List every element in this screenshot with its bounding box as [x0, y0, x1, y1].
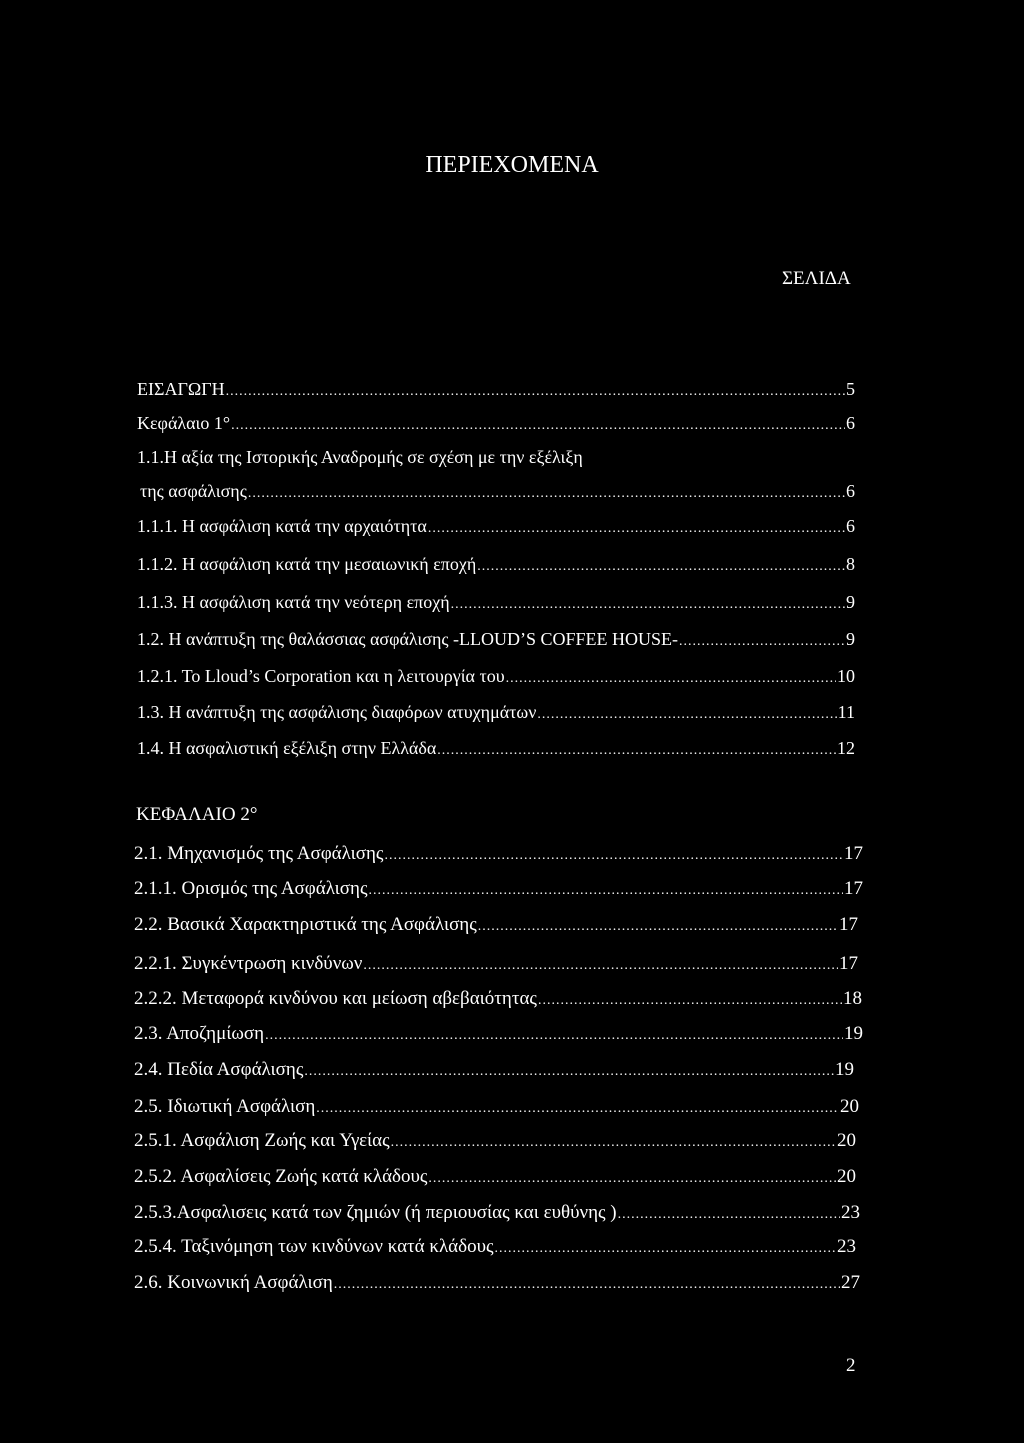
toc-entry-page: 5 [846, 379, 855, 399]
toc-entry-label: 2.5.1. Ασφάλιση Ζωής και Υγείας [134, 1130, 390, 1151]
toc-entry [134, 842, 863, 866]
toc-entry-label: 2.2. Βασικά Χαρακτηριστικά της Ασφάλισης [134, 914, 477, 935]
toc-entry [134, 1129, 856, 1153]
chapter-heading: ΚΕΦΑΛΑΙΟ 2° [136, 804, 258, 825]
toc-entry-label: Κεφάλαιο 1° [137, 413, 231, 433]
toc-entry-label: της ασφάλισης [140, 481, 247, 501]
dot-leader [618, 1203, 840, 1227]
dot-leader [391, 1131, 836, 1155]
dot-leader [265, 1024, 843, 1048]
dot-leader [477, 555, 845, 579]
toc-entry-page: 17 [844, 843, 863, 864]
toc-entry-page: 19 [844, 1023, 863, 1044]
dot-leader [506, 667, 836, 691]
toc-entry [137, 736, 855, 760]
toc-entry-page: 23 [837, 1236, 856, 1257]
toc-entry-label: 2.2.2. Μεταφορά κινδύνου και μείωση αβεβαιότητας [134, 988, 537, 1009]
toc-entry-page: 19 [835, 1059, 854, 1080]
toc-entry-label: 1.4. Η ασφαλιστική εξέλιξη στην Ελλάδα [137, 738, 437, 758]
toc-entry [137, 445, 855, 469]
toc-entry [137, 514, 855, 538]
toc-entry-label: 2.5.3.Ασφαλισεις κατά των ζημιών (ή περιουσίας και ευθύνης ) [134, 1202, 617, 1223]
toc-entry [137, 552, 855, 576]
page-title: ΠΕΡΙΕΧΟΜΕΝΑ [425, 152, 599, 178]
dot-leader [334, 1273, 840, 1297]
toc-entry-page: 20 [840, 1096, 859, 1117]
toc-entry [137, 700, 855, 724]
toc-entry-label: 2.5. Ιδιωτική Ασφάλιση [134, 1096, 316, 1117]
toc-entry [134, 1235, 856, 1259]
toc-entry-label: 2.5.4. Ταξινόμηση των κινδύνων κατά κλάδους [134, 1236, 494, 1257]
toc-entry-label: 1.1.1. Η ασφάλιση κατά την αρχαιότητα [137, 516, 427, 536]
toc-entry-page: 6 [846, 413, 855, 433]
toc-entry-label: 1.1.2. Η ασφάλιση κατά την μεσαιωνική εποχή [137, 554, 477, 574]
toc-entry [134, 952, 858, 976]
toc-entry-label: 1.2.1. To Lloud’s Corporation και η λειτουργία του [137, 666, 505, 686]
toc-entry-label: 1.2. Η ανάπτυξη της θαλάσσιας ασφάλισης -LLOUD’S COFFEE HOUSE- [137, 629, 679, 649]
toc-entry [134, 1058, 854, 1082]
dot-leader [428, 517, 845, 541]
toc-entry-label: 2.1. Μηχανισμός της Ασφάλισης [134, 843, 384, 864]
toc-entry-label: 2.6. Κοινωνική Ασφάλιση [134, 1272, 333, 1293]
toc-entry [137, 627, 855, 651]
toc-entry [137, 411, 855, 435]
toc-entry-page: 23 [841, 1202, 860, 1223]
toc-entry-label: ΕΙΣΑΓΩΓΗ [137, 379, 225, 399]
toc-entry-page: 11 [837, 702, 855, 722]
toc-entry-page: 17 [839, 953, 858, 974]
toc-entry-page: 10 [837, 666, 855, 686]
toc-entry [134, 1201, 860, 1225]
toc-entry-page: 8 [846, 554, 855, 574]
toc-entry-page: 9 [846, 592, 855, 612]
toc-entry [134, 913, 858, 937]
toc-entry-page: 17 [844, 878, 863, 899]
toc-entry-page: 18 [843, 988, 862, 1009]
toc-entry [134, 987, 862, 1011]
toc-entry [134, 877, 863, 901]
toc-entry-label: 2.2.1. Συγκέντρωση κινδύνων [134, 953, 363, 974]
toc-entry-label: 2.1.1. Ορισμός της Ασφάλισης [134, 878, 368, 899]
dot-leader [248, 482, 845, 506]
toc-entry [134, 1165, 856, 1189]
toc-entry [140, 479, 855, 503]
toc-entry [137, 590, 855, 614]
dot-leader [537, 703, 836, 727]
dot-leader [495, 1237, 836, 1261]
dot-leader [316, 1097, 839, 1121]
toc-entry-page: 9 [846, 629, 855, 649]
toc-entry [137, 377, 855, 401]
dot-leader [384, 844, 843, 868]
toc-entry-page: 27 [841, 1272, 860, 1293]
toc-entry-page: 6 [846, 516, 855, 536]
toc-entry [134, 1022, 863, 1046]
toc-entry [134, 1271, 860, 1295]
toc-entry-page: 6 [846, 481, 855, 501]
dot-leader [478, 915, 838, 939]
dot-leader [304, 1060, 834, 1084]
dot-leader [451, 593, 845, 617]
dot-leader [369, 879, 844, 903]
toc-entry-label: 1.1.Η αξία της Ιστορικής Αναδρομής σε σχέση με την εξέλιξη [137, 447, 583, 467]
toc-entry-page: 20 [837, 1130, 856, 1151]
toc-entry-label: 2.4. Πεδία Ασφάλισης [134, 1059, 304, 1080]
toc-entry-page: 17 [839, 914, 858, 935]
toc-entry [134, 1095, 859, 1119]
toc-entry-page: 20 [837, 1166, 856, 1187]
dot-leader [231, 414, 845, 438]
toc-entry-label: 2.5.2. Ασφαλίσεις Ζωής κατά κλάδους [134, 1166, 428, 1187]
dot-leader [437, 739, 836, 763]
page-number: 2 [846, 1355, 856, 1376]
dot-leader [428, 1167, 836, 1191]
page-column-label: ΣΕΛΙΔΑ [782, 268, 851, 289]
dot-leader [226, 380, 845, 404]
toc-entry-page: 12 [837, 738, 855, 758]
toc-entry-label: 1.1.3. Η ασφάλιση κατά την νεότερη εποχή [137, 592, 450, 612]
dot-leader [538, 989, 842, 1013]
toc-entry [137, 664, 855, 688]
dot-leader [679, 630, 845, 654]
dot-leader [363, 954, 838, 978]
toc-entry-label: 1.3. Η ανάπτυξη της ασφάλισης διαφόρων ατυχημάτων [137, 702, 537, 722]
toc-entry-label: 2.3. Αποζημίωση [134, 1023, 265, 1044]
